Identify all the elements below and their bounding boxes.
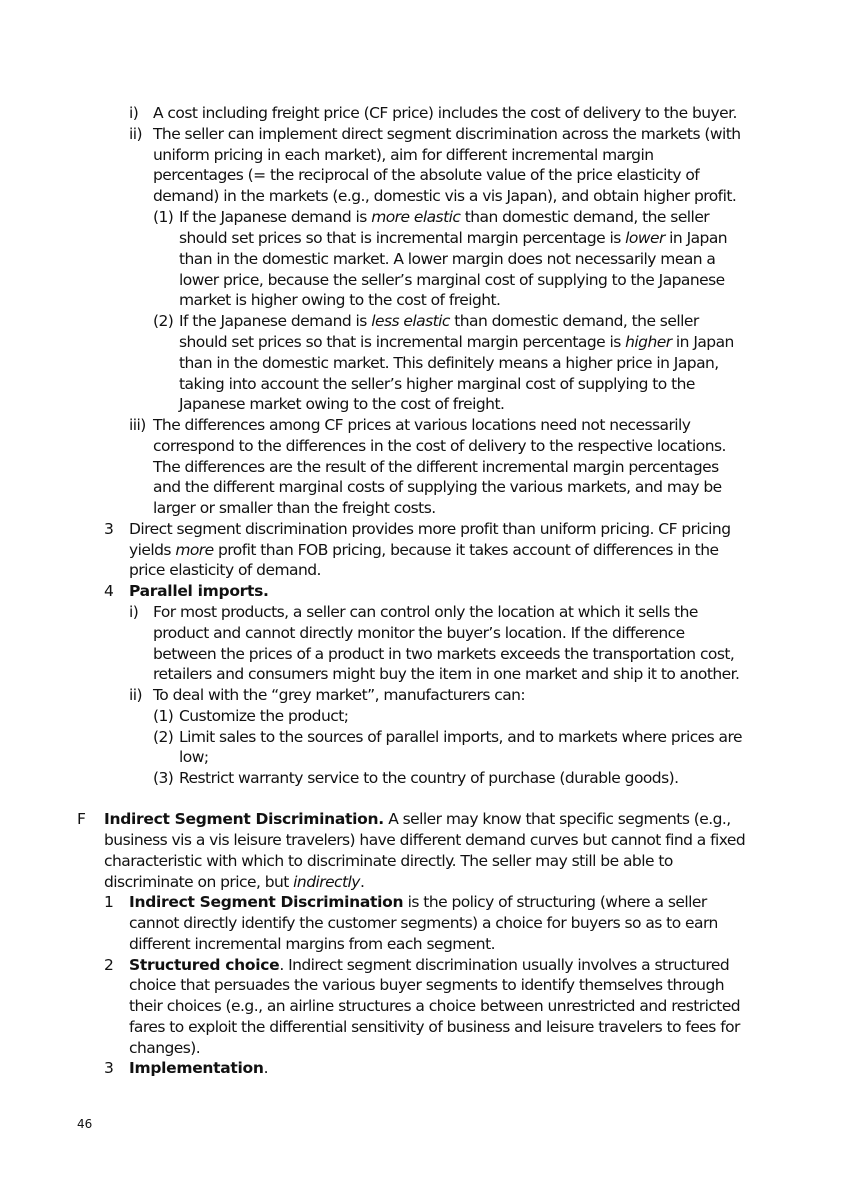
text-run: .	[263, 1059, 269, 1077]
paragraph-line: demand) in the markets (e.g., domestic vis a vis Japan), and obtain higher profit.	[153, 187, 737, 205]
text-run: should set prices so that is incremental margin percentage is	[179, 229, 626, 247]
paragraph-line: fares to exploit the differential sensitivity of business and leisure travelers to fees for	[129, 1018, 740, 1036]
text-run: than domestic demand, the seller	[449, 312, 699, 330]
paragraph-line: than in the domestic market. This definitely means a higher price in Japan,	[179, 354, 719, 372]
text-run: than domestic demand, the seller	[460, 208, 710, 226]
paragraph-line: business vis a vis leisure travelers) have different demand curves but cannot find a fixed	[104, 831, 746, 849]
page-number: 46	[77, 1117, 93, 1131]
item-marker-2: (2)	[153, 312, 174, 330]
paragraph-line: lower price, because the seller’s marginal cost of supplying to the Japanese	[179, 271, 725, 289]
item-marker-3: (3)	[153, 769, 174, 787]
item-marker-ii: ii)	[129, 125, 143, 143]
paragraph-line: Customize the product;	[179, 707, 349, 725]
paragraph-line: Limit sales to the sources of parallel imports, and to markets where prices are	[179, 728, 742, 746]
item-marker-3: 3	[104, 1059, 114, 1077]
emphasis-text: more	[175, 541, 214, 559]
paragraph-line	[179, 332, 734, 353]
paragraph-line: cannot directly identify the customer segments) a choice for buyers so as to earn	[129, 914, 718, 932]
paragraph-line: and the different marginal costs of supplying the various markets, and may be	[153, 478, 722, 496]
text-run: is the policy of structuring (where a seller	[403, 893, 707, 911]
item-marker-4: 4	[104, 582, 114, 600]
item-marker-ii: ii)	[129, 686, 143, 704]
paragraph-line: taking into account the seller’s higher marginal cost of supplying to the	[179, 375, 695, 393]
emphasis-text: less elastic	[371, 312, 450, 330]
paragraph-line: price elasticity of demand.	[129, 561, 321, 579]
paragraph-line	[179, 207, 709, 228]
paragraph-line: changes).	[129, 1039, 201, 1057]
paragraph-line: product and cannot directly monitor the buyer’s location. If the difference	[153, 624, 685, 642]
paragraph-line: uniform pricing in each market), aim for different incremental margin	[153, 146, 654, 164]
paragraph-line	[104, 872, 364, 893]
item-marker-1: 1	[104, 893, 114, 911]
text-run: discriminate on price, but	[104, 873, 294, 891]
paragraph-line: than in the domestic market. A lower margin does not necessarily mean a	[179, 250, 716, 268]
paragraph-line	[179, 311, 699, 332]
paragraph-line: Restrict warranty service to the country of purchase (durable goods).	[179, 769, 679, 787]
item-marker-1: (1)	[153, 208, 174, 226]
text-run: .	[359, 873, 365, 891]
paragraph-line: correspond to the differences in the cost of delivery to the respective locations.	[153, 437, 726, 455]
paragraph-line: low;	[179, 748, 209, 766]
text-run: If the Japanese demand is	[179, 312, 372, 330]
paragraph-line: retailers and consumers might buy the item in one market and ship it to another.	[153, 665, 740, 683]
paragraph-line: larger or smaller than the freight costs.	[153, 499, 436, 517]
item-marker-iii: iii)	[129, 416, 146, 434]
paragraph-line	[104, 809, 731, 830]
paragraph-line: A cost including freight price (CF price) includes the cost of delivery to the buyer.	[153, 104, 737, 122]
bold-heading: Implementation	[129, 1059, 264, 1077]
paragraph-line: percentages (= the reciprocal of the absolute value of the price elasticity of	[153, 166, 700, 184]
paragraph-line: Japanese market owing to the cost of freight.	[179, 395, 505, 413]
text-run: A seller may know that specific segments (e.g.,	[383, 810, 731, 828]
text-run: in Japan	[664, 229, 728, 247]
section-marker-f: F	[77, 810, 86, 828]
paragraph-line: their choices (e.g., an airline structures a choice between unrestricted and restricted	[129, 997, 741, 1015]
bold-heading: Parallel imports.	[129, 582, 269, 600]
text-run: profit than FOB pricing, because it takes account of differences in the	[213, 541, 719, 559]
paragraph-line: To deal with the “grey market”, manufacturers can:	[153, 686, 526, 704]
paragraph-line: choice that persuades the various buyer segments to identify themselves through	[129, 976, 725, 994]
emphasis-text: lower	[625, 229, 665, 247]
item-marker-2: 2	[104, 956, 114, 974]
text-run: . Indirect segment discrimination usually involves a structured	[279, 956, 730, 974]
text-run: If the Japanese demand is	[179, 208, 372, 226]
bold-heading: Indirect Segment Discrimination.	[104, 810, 384, 828]
item-marker-i: i)	[129, 603, 139, 621]
paragraph-line	[129, 892, 707, 913]
item-marker-1: (1)	[153, 707, 174, 725]
paragraph-line: between the prices of a product in two markets exceeds the transportation cost,	[153, 645, 735, 663]
bold-heading: Structured choice	[129, 956, 280, 974]
paragraph-line: The seller can implement direct segment discrimination across the markets (with	[153, 125, 741, 143]
text-run: yields	[129, 541, 176, 559]
paragraph-line: Direct segment discrimination provides more profit than uniform pricing. CF pricing	[129, 520, 731, 538]
item-marker-2: (2)	[153, 728, 174, 746]
bold-heading: Indirect Segment Discrimination	[129, 893, 404, 911]
item-marker-i: i)	[129, 104, 139, 122]
paragraph-line: For most products, a seller can control only the location at which it sells the	[153, 603, 698, 621]
paragraph-line	[129, 540, 718, 561]
paragraph-line	[129, 955, 729, 976]
paragraph-line: different incremental margins from each segment.	[129, 935, 495, 953]
paragraph-line	[179, 228, 727, 249]
text-run: should set prices so that is incremental margin percentage is	[179, 333, 626, 351]
text-run: in Japan	[671, 333, 734, 351]
paragraph-line: market is higher owing to the cost of freight.	[179, 291, 501, 309]
emphasis-text: higher	[625, 333, 672, 351]
paragraph-line: The differences among CF prices at various locations need not necessarily	[153, 416, 691, 434]
paragraph-line: The differences are the result of the different incremental margin percentages	[153, 458, 719, 476]
emphasis-text: indirectly	[293, 873, 360, 891]
item-heading	[129, 581, 269, 602]
emphasis-text: more elastic	[371, 208, 461, 226]
item-marker-3: 3	[104, 520, 114, 538]
paragraph-line: characteristic with which to discriminate directly. The seller may still be able to	[104, 852, 673, 870]
paragraph-line	[129, 1058, 268, 1079]
